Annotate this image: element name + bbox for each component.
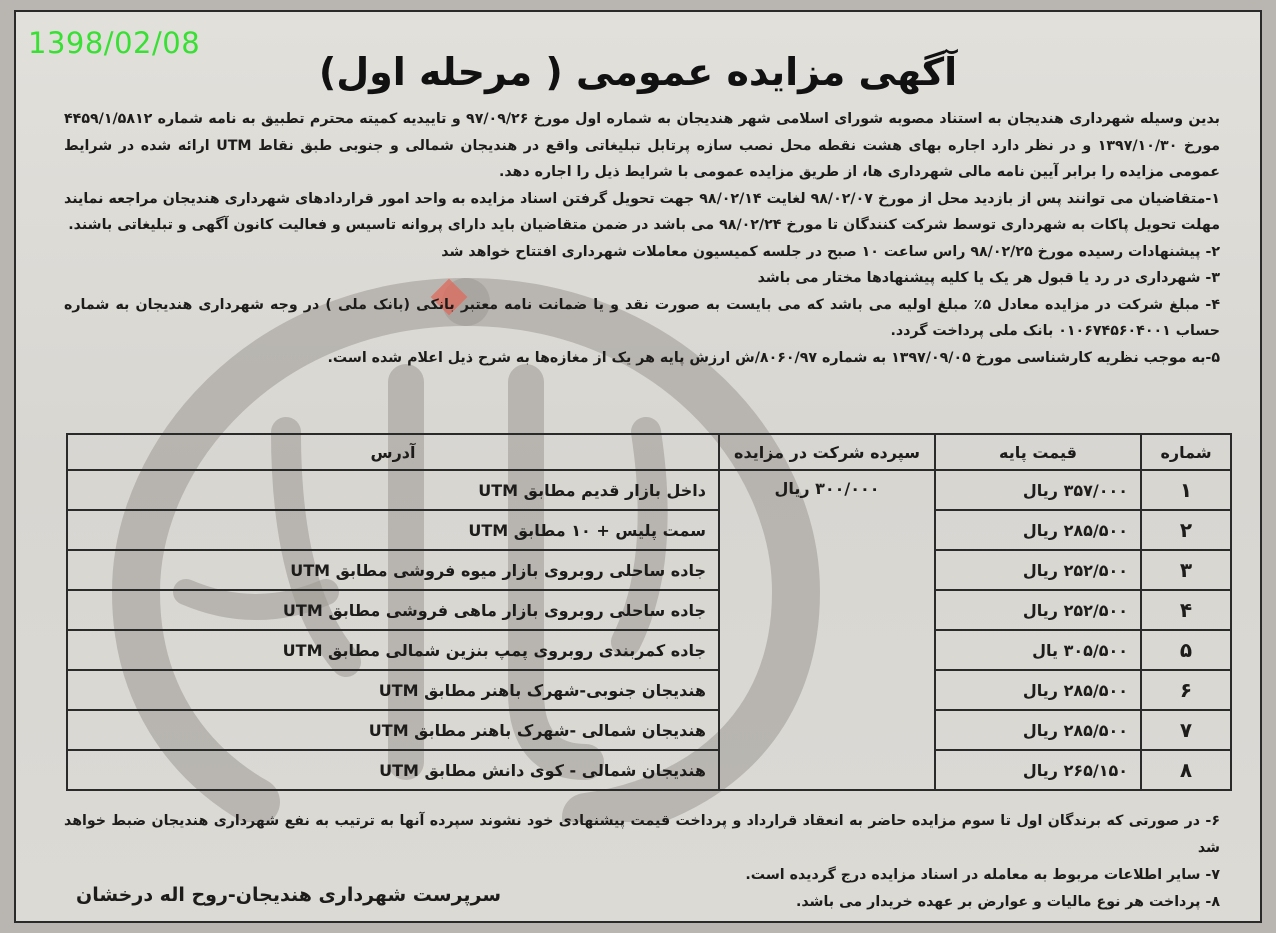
condition-2: ۲- پیشنهادات رسیده مورخ ۹۸/۰۲/۲۵ راس ساعت ۱۰ صبح در جلسه کمیسیون معاملات شهرداری افتتاح خواهد شد	[441, 243, 1220, 260]
table-row	[67, 710, 1231, 750]
header-deposit: سپرده شرکت در مزایده	[719, 434, 935, 470]
row-base-price: ۲۵۲/۵۰۰ ریال	[935, 550, 1141, 590]
row-number: ۴	[1141, 590, 1231, 630]
condition-5: ۵-به موجب نظریه کارشناسی مورخ ۱۳۹۷/۰۹/۰۵ به شماره ۸۰۶۰/۹۷/ش ارزش پایه هر یک از مغازه‌ها به شرح ذیل اعلام شده است.	[327, 349, 1220, 366]
row-address: هندیجان شمالی - کوی دانش مطابق UTM	[67, 750, 719, 790]
deposit-amount: ۳۰۰/۰۰۰ ریال	[719, 470, 935, 790]
row-base-price: ۲۸۵/۵۰۰ ریال	[935, 710, 1141, 750]
header-number: شماره	[1141, 434, 1231, 470]
row-number: ۸	[1141, 750, 1231, 790]
row-number: ۶	[1141, 670, 1231, 710]
table-row	[67, 750, 1231, 790]
row-address: جاده ساحلی روبروی بازار ماهی فروشی مطابق UTM	[67, 590, 719, 630]
row-base-price: ۳۰۵/۵۰۰ یال	[935, 630, 1141, 670]
auction-lots-table	[66, 433, 1232, 791]
table-row	[67, 550, 1231, 590]
date-stamp: 1398/02/08	[28, 26, 201, 60]
row-number: ۱	[1141, 470, 1231, 510]
row-base-price: ۳۵۷/۰۰۰ ریال	[935, 470, 1141, 510]
table-row	[67, 670, 1231, 710]
row-number: ۲	[1141, 510, 1231, 550]
table-row	[67, 630, 1231, 670]
row-number: ۳	[1141, 550, 1231, 590]
header-base-price: قیمت پایه	[935, 434, 1141, 470]
intro-paragraph: بدین وسیله شهرداری هندیجان به استناد مصوبه شورای اسلامی شهر هندیجان به شماره اول مورخ ۹۷/۰۹/۲۶ و تاییدیه کمیته محترم تطبیق به نامه شماره ۴۴۵۹/۱/۵۸۱۲ مورخ ۱۳۹۷/۱۰/۳۰ و در نظر دارد اجاره بهای هشت نقطه محل نصب سازه پرتابل تبلیغاتی واقع در هندیجان شمالی و جنوبی طبق نقاط UTM ارائه شده در شرایط عمومی مزایده را برابر آیین نامه مالی شهرداری ها، از طریق مزایده عمومی با شرایط ذیل را اجاره دهد.	[64, 111, 1220, 180]
note-7: ۷- سایر اطلاعات مربوط به معامله در اسناد مزایده درج گردیده است.	[745, 867, 1220, 883]
row-base-price: ۲۸۵/۵۰۰ ریال	[935, 510, 1141, 550]
row-address: جاده کمربندی روبروی پمپ بنزین شمالی مطابق UTM	[67, 630, 719, 670]
row-base-price: ۲۵۲/۵۰۰ ریال	[935, 590, 1141, 630]
row-address: سمت پلیس + ۱۰ مطابق UTM	[67, 510, 719, 550]
note-6: ۶- در صورتی که برندگان اول تا سوم مزایده حاضر به انعقاد قرارداد و پرداخت قیمت پیشنهادی خود نشوند سپرده آنها به ترتیب به نفع شهرداری هندیجان ضبط خواهد شد	[64, 813, 1220, 856]
condition-1: ۱-متقاضیان می توانند پس از بازدید محل از مورخ ۹۸/۰۲/۰۷ لغایت ۹۸/۰۲/۱۴ جهت تحویل گرفتن اسناد مزایده به واحد امور قراردادهای شهرداری هندیجان مراجعه نمایند مهلت تحویل پاکات به شهرداری توسط شرکت کنندگان تا مورخ ۹۸/۰۲/۲۴ می باشد در ضمن متقاضیان باید دارای پروانه تاسیس و فعالیت کانون آگهی و تبلیغاتی باشند.	[64, 190, 1220, 233]
newspaper-clipping	[14, 10, 1262, 923]
header-address: آدرس	[67, 434, 719, 470]
table-row	[67, 590, 1231, 630]
note-8: ۸- پرداخت هر نوع مالیات و عوارض بر عهده خریدار می باشد.	[795, 894, 1220, 910]
row-address: هندیجان شمالی -شهرک باهنر مطابق UTM	[67, 710, 719, 750]
row-base-price: ۲۸۵/۵۰۰ ریال	[935, 670, 1141, 710]
table-row	[67, 470, 1231, 510]
condition-4: ۴- مبلغ شرکت در مزایده معادل ۵٪ مبلغ اولیه می باشد که می بایست به صورت نقد و یا ضمانت نامه معتبر بانکی (بانک ملی ) در وجه شهرداری هندیجان به شماره حساب ۰۱۰۶۷۴۵۶۰۴۰۰۱ بانک ملی پرداخت گردد.	[64, 296, 1220, 339]
table-row	[67, 510, 1231, 550]
page-title: آگهی مزایده عمومی ( مرحله اول)	[318, 50, 958, 94]
row-number: ۵	[1141, 630, 1231, 670]
row-address: هندیجان جنوبی-شهرک باهنر مطابق UTM	[67, 670, 719, 710]
intro-block	[64, 106, 1220, 371]
row-address: جاده ساحلی روبروی بازار میوه فروشی مطابق UTM	[67, 550, 719, 590]
row-number: ۷	[1141, 710, 1231, 750]
signature: سرپرست شهرداری هندیجان-روح اله درخشان	[76, 884, 502, 906]
table-header-row	[67, 434, 1231, 470]
row-base-price: ۲۶۵/۱۵۰ ریال	[935, 750, 1141, 790]
row-address: داخل بازار قدیم مطابق UTM	[67, 470, 719, 510]
condition-3: ۳- شهرداری در رد یا قبول هر یک یا کلیه پیشنهادها مختار می باشد	[757, 270, 1220, 286]
